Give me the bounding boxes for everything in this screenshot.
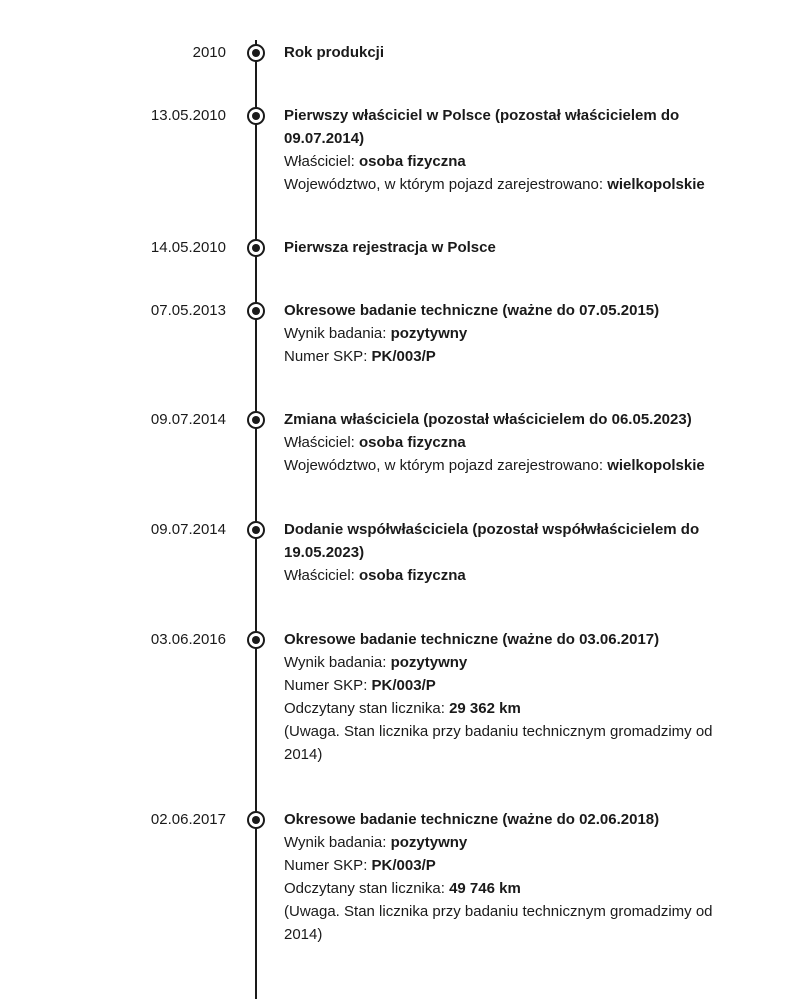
detail-value: 49 746 km	[449, 880, 521, 897]
event-detail-line	[284, 431, 754, 454]
event-date: 07.05.2013	[150, 302, 226, 319]
detail-label: Właściciel:	[284, 567, 360, 584]
event-detail-line	[284, 831, 754, 854]
event-title: Okresowe badanie techniczne (ważne do 03.06.2017)	[284, 631, 660, 648]
event-details	[284, 41, 754, 64]
event-title: Okresowe badanie techniczne (ważne do 07.05.2015)	[284, 302, 660, 319]
event-date: 09.07.2014	[150, 521, 226, 538]
event-detail-line	[284, 150, 754, 173]
detail-label: Wynik badania:	[284, 834, 391, 851]
detail-label: Województwo, w którym pojazd zarejestrowano:	[284, 457, 608, 474]
event-details	[284, 236, 754, 259]
event-details	[284, 628, 754, 766]
timeline-dot-icon	[247, 44, 265, 62]
event-detail-line	[284, 564, 754, 587]
event-date: 2010	[192, 44, 226, 61]
detail-label: Odczytany stan licznika:	[284, 880, 450, 897]
detail-label: Wynik badania:	[284, 325, 391, 342]
detail-value: wielkopolskie	[607, 457, 705, 474]
timeline-dot-icon	[247, 811, 265, 829]
detail-label: Wynik badania:	[284, 654, 391, 671]
detail-value: osoba fizyczna	[359, 434, 466, 451]
detail-label: (Uwaga. Stan licznika przy badaniu technicznym gromadzimy od 2014)	[284, 723, 713, 763]
timeline-dot-icon	[247, 302, 265, 320]
detail-value: pozytywny	[390, 654, 468, 671]
timeline-dot-icon	[247, 521, 265, 539]
event-detail-line	[284, 900, 754, 946]
event-title: Pierwsza rejestracja w Polsce	[284, 239, 496, 256]
timeline-line	[255, 40, 257, 999]
event-detail-line	[284, 674, 754, 697]
timeline-dot-icon	[247, 239, 265, 257]
event-detail-line	[284, 322, 754, 345]
event-details	[284, 518, 754, 587]
event-detail-line	[284, 877, 754, 900]
detail-label: (Uwaga. Stan licznika przy badaniu technicznym gromadzimy od 2014)	[284, 903, 713, 943]
event-title: Rok produkcji	[284, 44, 385, 61]
detail-label: Właściciel:	[284, 434, 360, 451]
event-detail-line	[284, 173, 754, 196]
event-date: 02.06.2017	[150, 811, 226, 828]
event-detail-line	[284, 454, 754, 477]
event-date: 14.05.2010	[150, 239, 226, 256]
timeline-dot-icon	[247, 411, 265, 429]
detail-label: Odczytany stan licznika:	[284, 700, 450, 717]
event-details	[284, 408, 754, 477]
event-detail-line	[284, 720, 754, 766]
detail-value: osoba fizyczna	[359, 567, 466, 584]
detail-label: Numer SKP:	[284, 348, 372, 365]
event-date: 03.06.2016	[150, 631, 226, 648]
timeline-dot-icon	[247, 631, 265, 649]
event-title: Okresowe badanie techniczne (ważne do 02.06.2018)	[284, 811, 660, 828]
detail-label: Numer SKP:	[284, 857, 372, 874]
detail-label: Numer SKP:	[284, 677, 372, 694]
event-details	[284, 104, 754, 196]
detail-label: Właściciel:	[284, 153, 360, 170]
event-title: Zmiana właściciela (pozostał właścicielem do 06.05.2023)	[284, 411, 692, 428]
detail-value: pozytywny	[390, 834, 468, 851]
event-date: 09.07.2014	[150, 411, 226, 428]
detail-value: pozytywny	[390, 325, 468, 342]
event-detail-line	[284, 697, 754, 720]
event-details	[284, 299, 754, 368]
detail-label: Województwo, w którym pojazd zarejestrowano:	[284, 176, 608, 193]
detail-value: PK/003/P	[371, 348, 436, 365]
detail-value: PK/003/P	[371, 857, 436, 874]
detail-value: wielkopolskie	[607, 176, 705, 193]
detail-value: 29 362 km	[449, 700, 521, 717]
event-title: Pierwszy właściciel w Polsce (pozostał właścicielem do 09.07.2014)	[284, 107, 680, 147]
event-details	[284, 808, 754, 946]
event-date: 13.05.2010	[150, 107, 226, 124]
detail-value: PK/003/P	[371, 677, 436, 694]
timeline-dot-icon	[247, 107, 265, 125]
event-detail-line	[284, 854, 754, 877]
event-detail-line	[284, 651, 754, 674]
event-detail-line	[284, 345, 754, 368]
detail-value: osoba fizyczna	[359, 153, 466, 170]
event-title: Dodanie współwłaściciela (pozostał współwłaścicielem do 19.05.2023)	[284, 521, 700, 561]
